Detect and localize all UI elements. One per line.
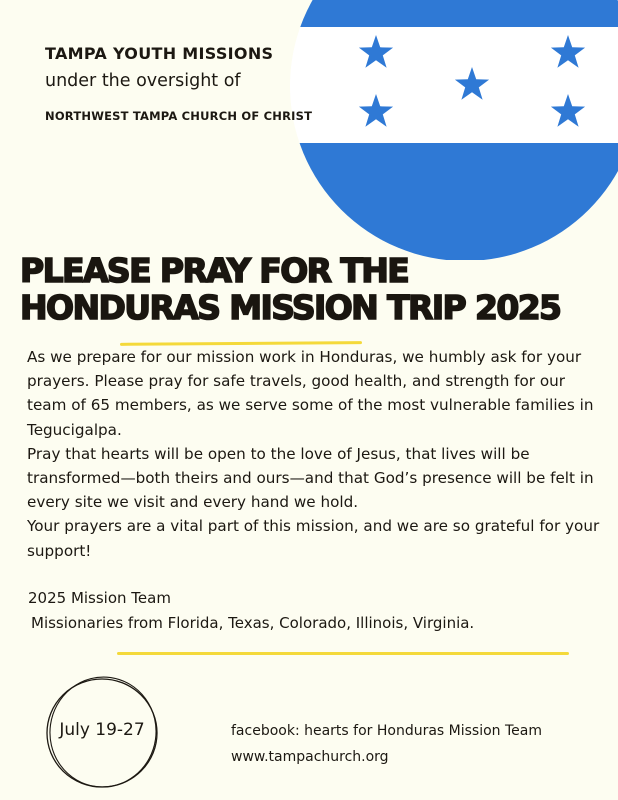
prayer-message <box>27 345 607 563</box>
team-missionaries: Missionaries from Florida, Texas, Colorado, Illinois, Virginia. <box>31 613 475 632</box>
contact-info <box>231 718 542 770</box>
paragraph-intro: As we prepare for our mission work in Honduras, we humbly ask for your prayers. Please pray for safe travels, good health, and strength for our team of 65 members, as we serve some of the most vulnerable families in Tegucigalpa. <box>27 348 594 439</box>
trip-dates: July 19-27 <box>59 720 145 740</box>
headline-line-2: HONDURAS MISSION TRIP 2025 <box>20 288 561 327</box>
paragraph-prayer: Pray that hearts will be open to the love of Jesus, that lives will be transformed—both theirs and ours—and that God’s presence will be felt in every site we visit and every hand we hold. <box>27 444 594 512</box>
paragraph-thanks: Your prayers are a vital part of this mission, and we are so grateful for your support! <box>27 517 600 560</box>
headline-line-1: PLEASE PRAY FOR THE <box>20 251 409 290</box>
org-name: TAMPA YOUTH MISSIONS <box>45 44 274 63</box>
divider <box>117 652 569 655</box>
organization-header <box>45 44 312 123</box>
team-title: 2025 Mission Team <box>28 589 171 607</box>
website-link[interactable]: www.tampachurch.org <box>231 749 389 765</box>
mission-team <box>28 586 474 635</box>
honduras-flag <box>0 0 618 260</box>
oversight-text: under the oversight of <box>45 71 241 91</box>
facebook-link[interactable]: facebook: hearts for Honduras Mission Team <box>231 723 543 739</box>
page-title <box>20 252 560 326</box>
church-name: NORTHWEST TAMPA CHURCH OF CHRIST <box>45 109 313 123</box>
